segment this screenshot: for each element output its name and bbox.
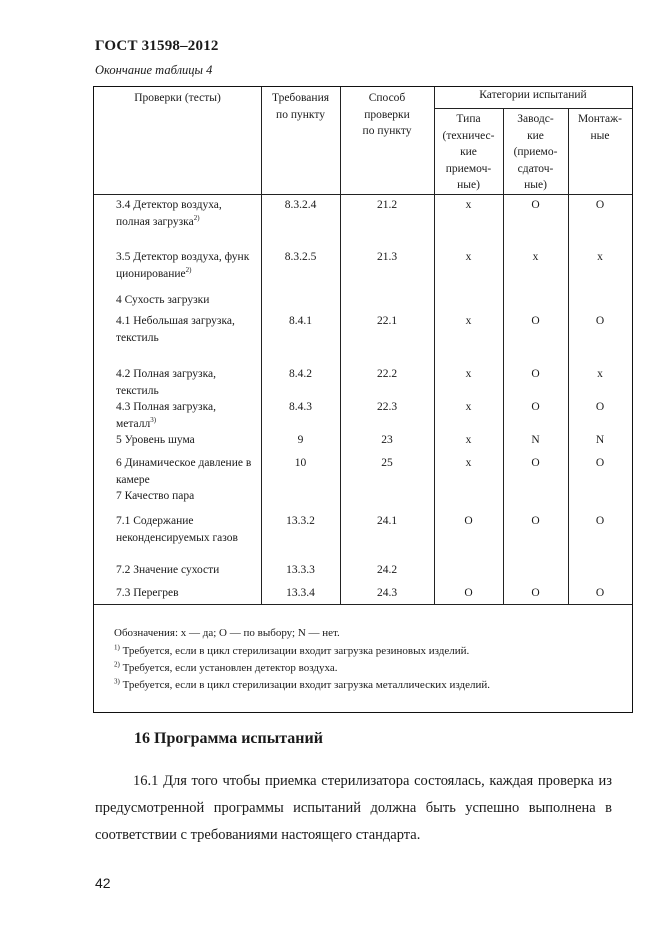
row-factory: O — [531, 515, 540, 527]
row-factory: O — [531, 457, 540, 469]
check-name-line: полная загрузка — [116, 216, 194, 228]
row-method: 22.1 — [376, 315, 398, 327]
check-name-line: текстиль — [116, 385, 159, 397]
header-requirements — [261, 90, 340, 123]
header-line: приемоч- — [445, 162, 492, 175]
row-check-name — [116, 292, 266, 309]
row-check-name — [116, 399, 266, 433]
row-req: 8.3.2.4 — [284, 199, 317, 211]
footnote-ref: 3) — [150, 416, 157, 425]
table-caption: Окончание таблицы 4 — [95, 63, 213, 77]
footnote-mark: 1) — [114, 643, 120, 652]
row-check-name — [116, 432, 266, 449]
header-line: Требования — [271, 92, 330, 104]
row-check-name — [116, 313, 266, 347]
row-method: 22.2 — [376, 368, 398, 380]
row-install: O — [595, 515, 605, 527]
row-install: x — [597, 251, 603, 263]
row-factory: N — [531, 434, 540, 446]
row-factory: x — [532, 251, 539, 263]
row-check-name — [116, 488, 266, 505]
header-install — [568, 111, 632, 144]
header-line: проверки — [364, 108, 410, 121]
footnote-mark: 2) — [114, 660, 120, 669]
header-line: (техничес- — [442, 129, 495, 142]
footnote — [114, 677, 490, 693]
page-number: 42 — [95, 875, 111, 891]
row-type: x — [465, 368, 472, 380]
footnote-text: Требуется, если установлен детектор воздуха. — [119, 662, 338, 674]
section-paragraph — [95, 768, 612, 849]
row-check-name — [116, 513, 266, 547]
check-name-line: 7.1 Содержание — [116, 515, 194, 527]
footnote-mark: 3) — [114, 677, 120, 686]
header-line: ные — [590, 129, 610, 142]
header-line: Типа — [456, 113, 481, 125]
row-install: O — [595, 587, 605, 599]
row-req: 8.4.3 — [289, 401, 312, 413]
footnote-ref: 2) — [193, 214, 200, 223]
header-line: ные) — [524, 179, 547, 191]
row-req: 13.3.4 — [286, 587, 315, 599]
row-type: O — [464, 587, 473, 599]
check-name-line: 3.5 Детектор воздуха, функ — [116, 251, 250, 263]
row-check-name — [116, 455, 266, 489]
row-factory: O — [531, 315, 540, 327]
header-line: по пункту — [362, 125, 412, 137]
header-line: Заводс- — [517, 113, 554, 125]
check-name-line: ционирование — [116, 268, 186, 280]
header-line: кие — [527, 129, 544, 142]
section-title: 16 Программа испытаний — [134, 730, 323, 747]
row-req: 13.3.2 — [286, 515, 315, 527]
document-title: ГОСТ 31598–2012 — [95, 38, 219, 54]
header-categories: Категории испытаний — [479, 89, 587, 101]
check-name-line: 6 Динамическое давление в — [116, 457, 252, 469]
row-req: 8.4.2 — [289, 368, 312, 380]
row-factory: O — [531, 401, 540, 413]
check-name-line: 7 Качество пара — [116, 490, 195, 502]
check-name-line: 4.3 Полная загрузка, — [116, 401, 216, 413]
row-install: x — [597, 368, 603, 380]
footnote-ref: 2) — [185, 266, 192, 275]
row-method: 25 — [381, 457, 393, 469]
row-method: 23 — [381, 434, 393, 446]
row-req: 8.3.2.5 — [284, 251, 317, 263]
header-line: кие — [460, 146, 477, 158]
paragraph-text: 16.1 Для того чтобы приемка стерилизатора состоялась, каждая проверка из предусмотренной программы испытаний должна быть успешно выполнена в соответствии с требованиями настоящего стандарта. — [95, 773, 612, 843]
header-line: сдаточ- — [517, 162, 554, 175]
row-method: 24.2 — [376, 564, 398, 576]
header-type — [434, 111, 503, 194]
row-install: O — [595, 401, 605, 413]
header-line: (приемо- — [513, 146, 558, 158]
check-name-line: неконденсируемых газов — [116, 532, 238, 544]
check-name-line: 3.4 Детектор воздуха, — [116, 199, 222, 211]
row-check-name — [116, 197, 266, 231]
header-line: ные) — [457, 179, 480, 191]
header-line: Способ — [368, 92, 406, 104]
row-method: 24.1 — [376, 515, 398, 527]
footnote — [114, 643, 469, 659]
row-req: 8.4.1 — [289, 315, 312, 327]
header-factory — [503, 111, 568, 194]
row-method: 24.3 — [376, 587, 398, 599]
header-method — [340, 90, 434, 140]
row-type: x — [465, 434, 472, 446]
header-checks: Проверки (тесты) — [134, 92, 221, 104]
check-name-line: текстиль — [116, 332, 159, 344]
check-name-line: металл — [116, 418, 151, 430]
row-check-name — [116, 585, 266, 602]
table-frame — [93, 86, 633, 713]
row-method: 22.3 — [376, 401, 398, 413]
check-name-line: 4.2 Полная загрузка, — [116, 368, 216, 380]
check-name-line: 4.1 Небольшая загрузка, — [116, 315, 235, 327]
row-type: x — [465, 199, 472, 211]
row-method: 21.3 — [376, 251, 398, 263]
row-method: 21.2 — [376, 199, 398, 211]
row-factory: O — [531, 199, 540, 211]
check-name-line: 7.2 Значение сухости — [116, 564, 220, 576]
row-check-name — [116, 249, 266, 283]
row-type: x — [465, 251, 472, 263]
footnote-text: Требуется, если в цикл стерилизации входит загрузка резиновых изделий. — [119, 645, 470, 657]
check-name-line: 7.3 Перегрев — [116, 587, 179, 599]
footnote-text: Требуется, если в цикл стерилизации входит загрузка металлических изделий. — [119, 679, 490, 691]
check-name-line: камере — [116, 474, 150, 486]
header-line: Монтаж- — [578, 113, 622, 125]
row-req: 13.3.3 — [286, 564, 315, 576]
header-line: по пункту — [276, 108, 325, 121]
row-factory: O — [531, 587, 540, 599]
check-name-line: 5 Уровень шума — [116, 434, 195, 446]
row-req: 10 — [294, 457, 307, 469]
row-type: O — [464, 515, 473, 527]
row-type: x — [465, 315, 472, 327]
row-check-name — [116, 562, 266, 579]
row-type: x — [465, 457, 472, 469]
row-install: N — [595, 434, 605, 446]
row-install: O — [595, 457, 605, 469]
legend-note: Обозначения: x — да; O — по выбору; N — нет. — [114, 627, 340, 639]
row-req: 9 — [297, 434, 304, 446]
check-name-line: 4 Сухость загрузки — [116, 294, 210, 306]
footnote — [114, 660, 338, 676]
row-install: O — [595, 315, 605, 327]
row-type: x — [465, 401, 472, 413]
row-check-name — [116, 366, 266, 400]
row-factory: O — [531, 368, 540, 380]
row-install: O — [595, 199, 605, 211]
